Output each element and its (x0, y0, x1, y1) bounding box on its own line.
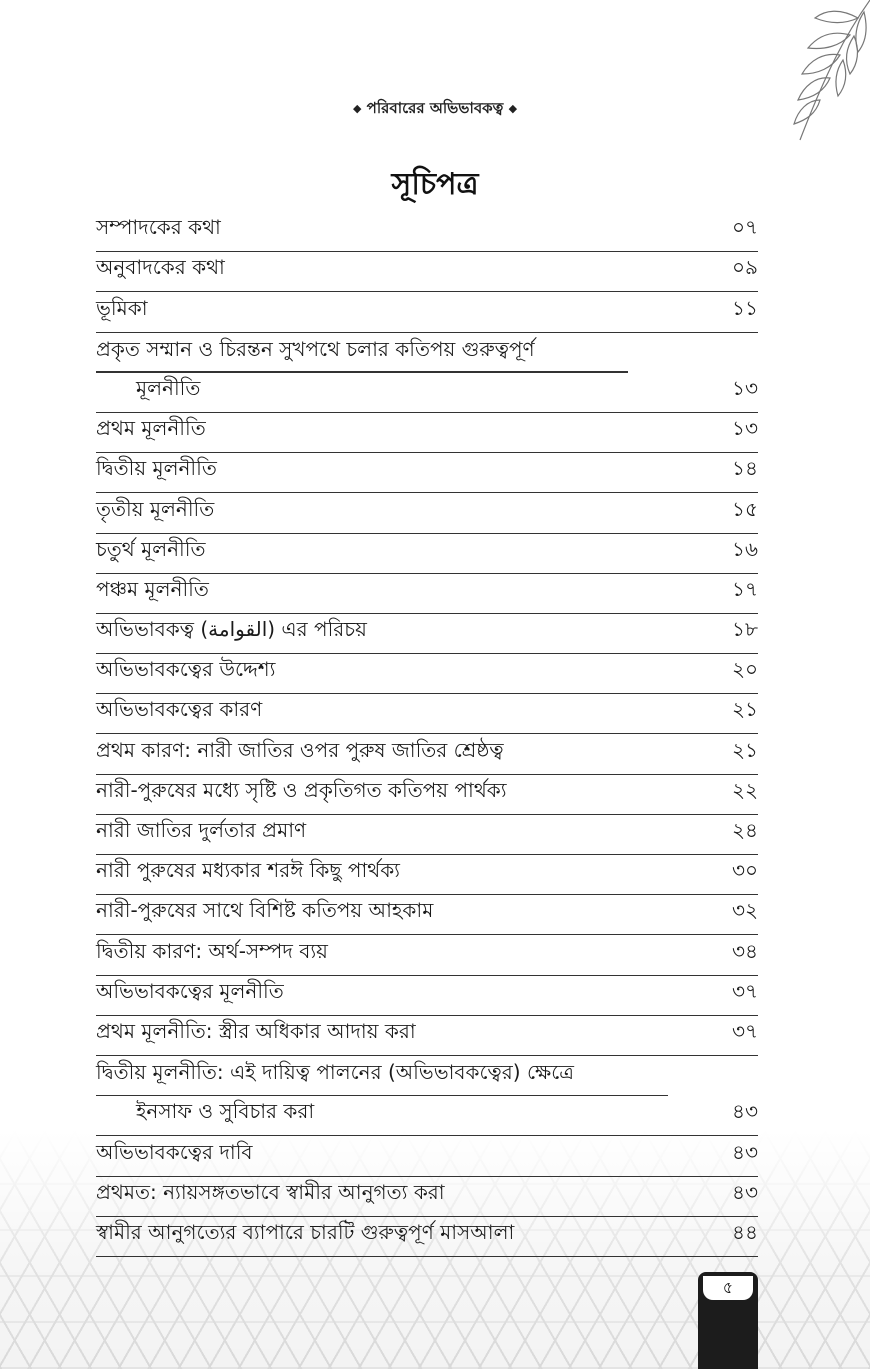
toc-title: স্বামীর আনুগত্যের ব্যাপারে চারটি গুরুত্বপূর্ণ মাসআলা (96, 1219, 515, 1244)
toc-row[interactable] (96, 734, 758, 774)
toc-title: অভিভাবকত্বের কারণ (96, 697, 263, 722)
toc-page: ৩০ (731, 858, 758, 883)
toc-row[interactable] (96, 614, 758, 654)
toc-row[interactable] (96, 1177, 758, 1217)
toc-title: অভিভাবকত্বের উদ্দেশ্য (96, 657, 276, 682)
page-title: সূচিপত্র (391, 167, 479, 202)
diamond-left-icon: ◆ (352, 102, 362, 115)
toc-row[interactable] (96, 212, 758, 252)
toc-title: নারী জাতির দুর্লতার প্রমাণ (96, 818, 307, 842)
toc-page: ৩৪ (732, 938, 758, 963)
toc-title: সম্পাদকের কথা (96, 215, 221, 240)
toc-page: ৩২ (731, 898, 758, 923)
toc-row[interactable] (96, 895, 758, 935)
toc-page: ২২ (731, 777, 758, 802)
toc-row[interactable] (96, 413, 758, 453)
toc-row[interactable] (96, 534, 758, 574)
toc-row[interactable] (96, 1096, 758, 1136)
toc-page: ১৭ (732, 576, 758, 601)
toc-title: তৃতীয় মূলনীতি (96, 496, 215, 521)
toc-page: ৪৩ (732, 1099, 758, 1124)
toc-page: ৪৪ (732, 1219, 758, 1244)
toc-row[interactable] (96, 815, 758, 855)
toc-page: ১৬ (732, 536, 758, 561)
running-header (0, 97, 870, 122)
toc-row[interactable] (96, 775, 758, 815)
toc-row[interactable] (96, 1217, 758, 1257)
toc-page: ৩৭ (731, 978, 758, 1003)
toc-title: প্রকৃত সম্মান ও চিরন্তন সুখপথে চলার কতিপয় গুরুত্বপূর্ণ (96, 336, 535, 361)
toc-row[interactable] (96, 935, 758, 975)
toc-page: ০৭ (731, 215, 758, 240)
page-number-tab (698, 1272, 758, 1369)
toc-row[interactable] (96, 976, 758, 1016)
toc-title: ইনসাফ ও সুবিচার করা (136, 1099, 315, 1124)
toc-title: অনুবাদকের কথা (96, 255, 225, 280)
toc-title: অভিভাবকত্বের মূলনীতি (96, 978, 284, 1003)
toc-title: দ্বিতীয় মূলনীতি: এই দায়িত্ব পালনের (অভিভাবকত্বের) ক্ষেত্রে (96, 1060, 574, 1085)
running-title: পরিবারের অভিভাবকত্ব (366, 99, 504, 117)
toc-row[interactable] (96, 855, 758, 895)
toc-page: ১৩ (732, 375, 758, 400)
toc-row[interactable] (96, 1056, 758, 1096)
toc-row[interactable] (96, 493, 758, 533)
toc-row[interactable] (96, 292, 758, 332)
toc-row[interactable] (96, 1016, 758, 1056)
toc-page: ১৮ (732, 617, 758, 642)
toc-title: নারী পুরুষের মধ্যকার শরঈ কিছু পার্থক্য (96, 858, 400, 883)
toc-title: চতুর্থ মূলনীতি (96, 536, 206, 561)
toc-row[interactable] (96, 252, 758, 292)
toc-page: ১৪ (732, 456, 758, 481)
toc-page: ৪৩ (732, 1179, 758, 1204)
toc-page: ২১ (732, 737, 758, 762)
toc-title: প্রথম কারণ: নারী জাতির ওপর পুরুষ জাতির শ্রেষ্ঠত্ব (96, 737, 504, 762)
toc-title: প্রথম মূলনীতি: স্ত্রীর অধিকার আদায় করা (96, 1018, 416, 1043)
toc-row[interactable] (96, 453, 758, 493)
toc-row[interactable] (96, 574, 758, 614)
toc-title: পঞ্চম মূলনীতি (96, 576, 209, 601)
toc-row[interactable] (96, 1136, 758, 1176)
toc-title: প্রথমত: ন্যায়সঙ্গতভাবে স্বামীর আনুগত্য করা (96, 1179, 445, 1204)
toc-title: নারী-পুরুষের সাথে বিশিষ্ট কতিপয় আহকাম (96, 898, 434, 923)
toc-row[interactable] (96, 654, 758, 694)
toc-page: ৪৩ (732, 1139, 758, 1164)
diamond-right-icon: ◆ (508, 102, 518, 115)
toc-page: ১৫ (732, 496, 758, 521)
toc-page: ২০ (731, 657, 758, 682)
table-of-contents (96, 212, 758, 1257)
page-number: ৫ (703, 1276, 753, 1300)
toc-row[interactable] (96, 373, 758, 413)
toc-page: ০৯ (732, 255, 758, 280)
leaf-branch-icon (740, 0, 870, 145)
toc-title: মূলনীতি (136, 375, 201, 400)
toc-page: ২১ (732, 697, 758, 722)
toc-title: নারী-পুরুষের মধ্যে সৃষ্টি ও প্রকৃতিগত কতিপয় পার্থক্য (96, 777, 507, 802)
toc-title: অভিভাবকত্ব (القوامة) এর পরিচয় (96, 617, 367, 642)
toc-title: দ্বিতীয় কারণ: অর্থ-সম্পদ ব্যয় (96, 938, 328, 963)
toc-row[interactable] (96, 333, 758, 373)
toc-title: ভূমিকা (96, 295, 148, 320)
toc-title: অভিভাবকত্বের দাবি (96, 1139, 253, 1164)
toc-page: ১১ (732, 295, 758, 320)
toc-title: প্রথম মূলনীতি (96, 416, 206, 441)
toc-page: ১৩ (732, 416, 758, 441)
toc-page: ২৪ (732, 818, 758, 842)
toc-row[interactable] (96, 694, 758, 734)
toc-page: ৩৭ (731, 1018, 758, 1043)
toc-title: দ্বিতীয় মূলনীতি (96, 456, 217, 481)
